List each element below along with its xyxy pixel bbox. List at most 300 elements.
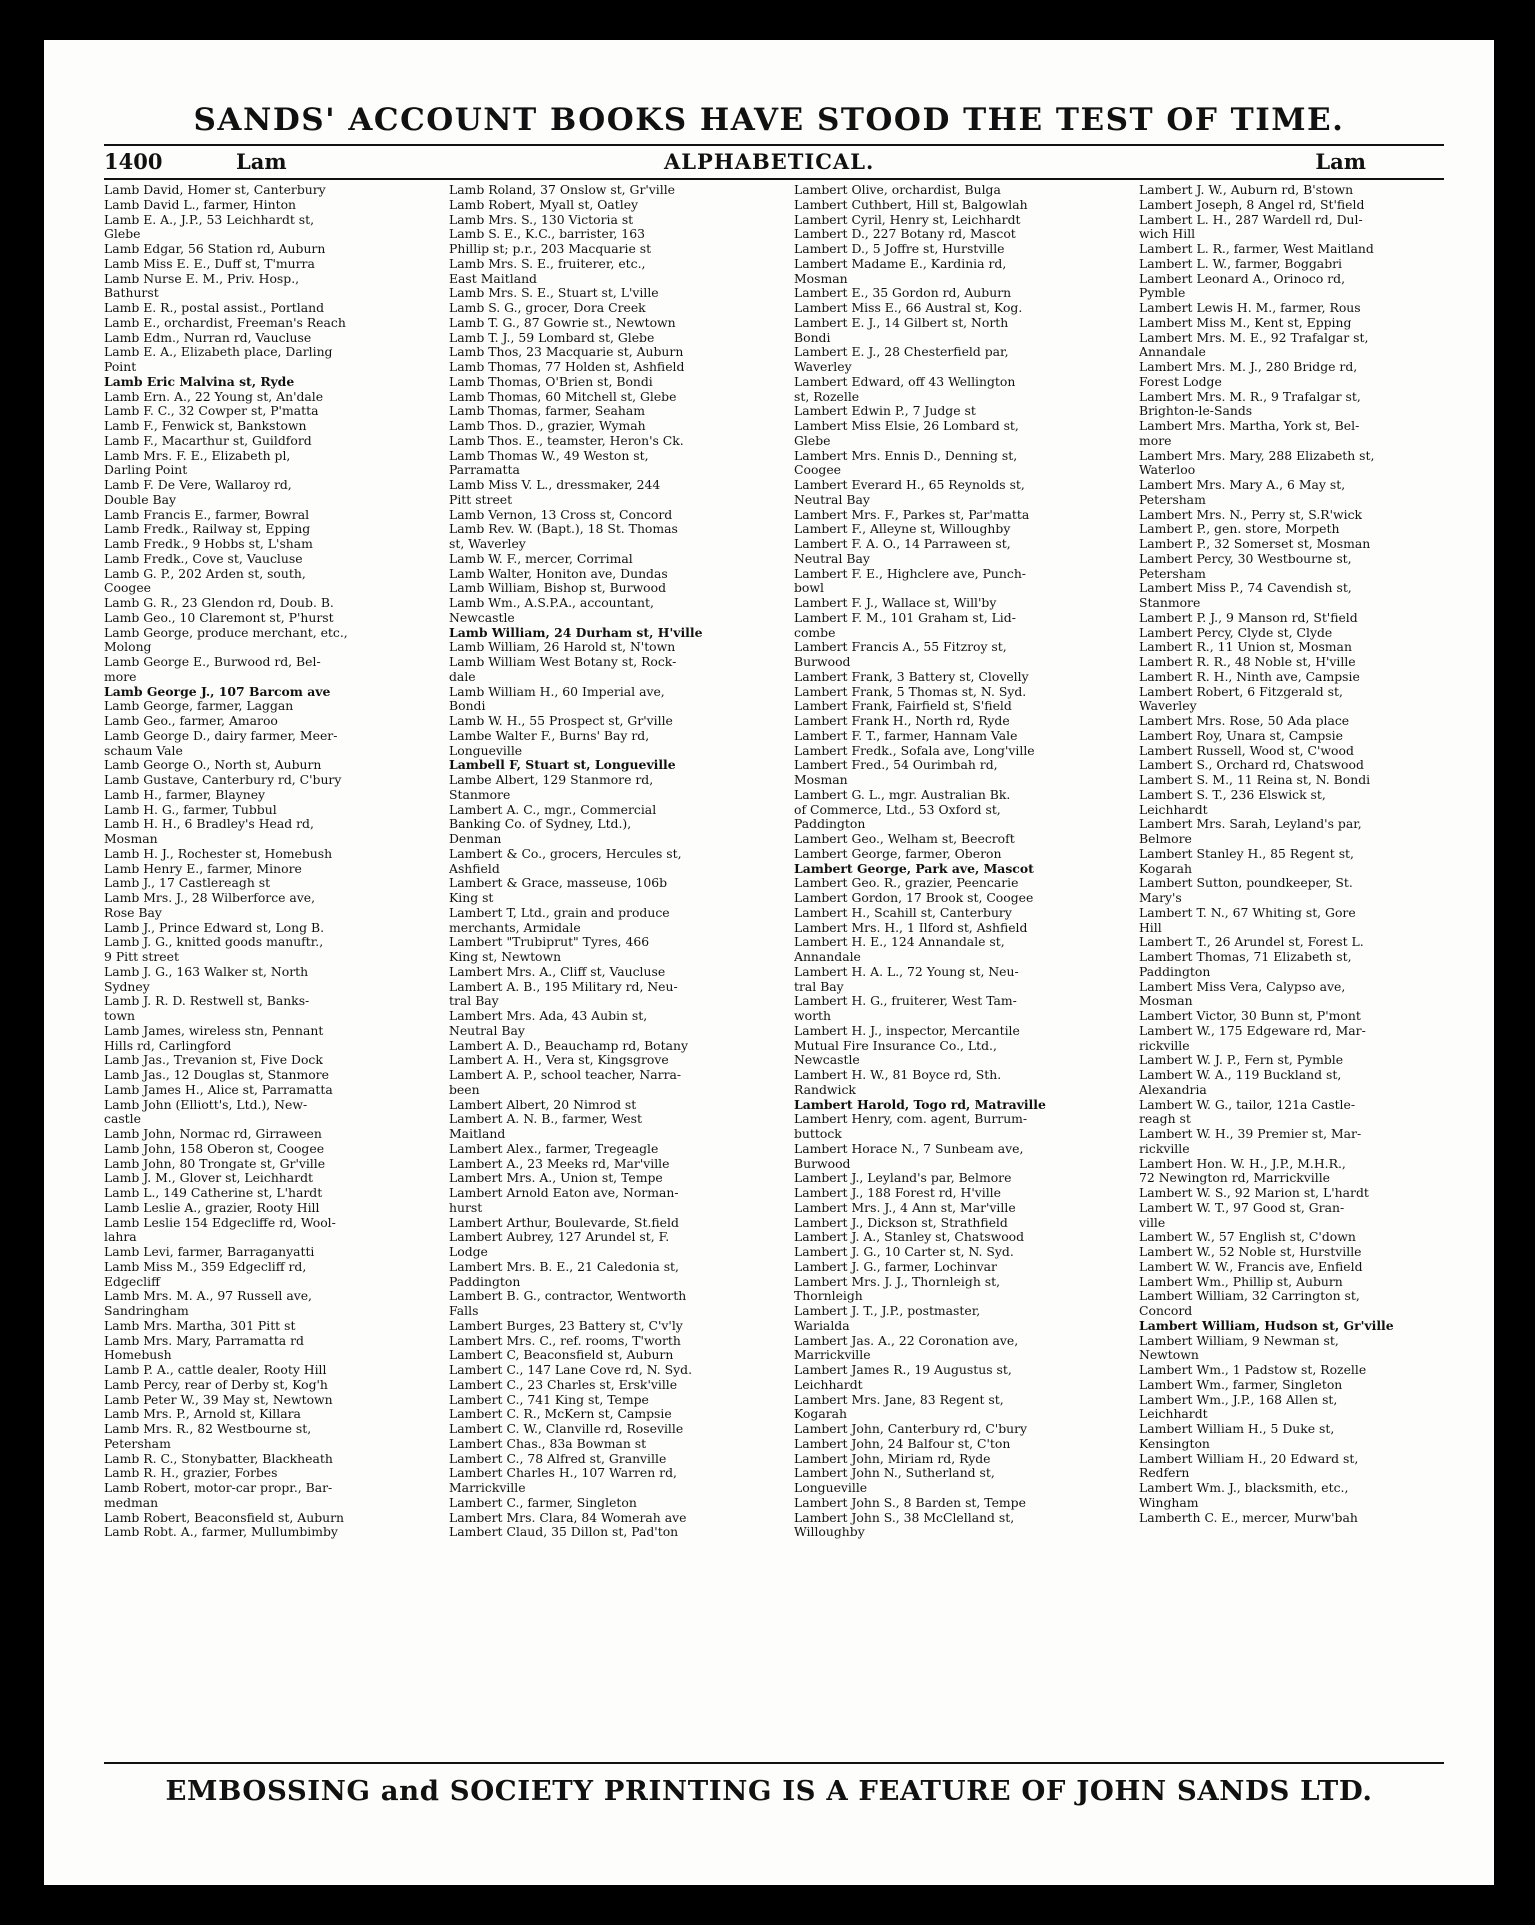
directory-entry: Lamb Levi, farmer, Barraganyatti (104, 1245, 315, 1259)
directory-entry: Lamb James, wireless stn, Pennant (104, 1023, 324, 1038)
directory-entry: Lambert Roy, Unara st, Campsie (1139, 728, 1343, 743)
directory-entry: Lambert J., Dickson st, Strathfield (794, 1215, 1008, 1230)
directory-entry: Coogee (794, 463, 841, 478)
directory-entry: Mosman (1139, 994, 1193, 1009)
directory-entry: Lambert John S., 8 Barden st, Tempe (794, 1495, 1026, 1510)
directory-entry: Leichhardt (794, 1377, 863, 1392)
directory-entry: Lambert J. T., J.P., postmaster, (794, 1304, 981, 1318)
page-number: 1400 (104, 149, 163, 174)
directory-entry: Lambert F. J., Wallace st, Will'by (794, 596, 997, 610)
directory-entry: Lamb Ern. A., 22 Young st, An'dale (104, 389, 324, 404)
directory-entry: Lamb J. G., 163 Walker st, North (104, 964, 309, 979)
directory-entry: Lambert Stanley H., 85 Regent st, (1139, 846, 1354, 861)
directory-entry: Lambert R. H., Ninth ave, Campsie (1139, 669, 1360, 684)
directory-entry: Lamb Geo., farmer, Amaroo (104, 714, 278, 728)
bottom-banner: EMBOSSING and SOCIETY PRINTING IS A FEATURE OF JOHN SANDS LTD. (165, 1775, 1373, 1807)
directory-entry: Lambert W. J. P., Fern st, Pymble (1139, 1053, 1344, 1068)
directory-entry: Lambert R., 11 Union st, Mosman (1139, 640, 1352, 655)
directory-entry: worth (794, 1009, 831, 1023)
directory-column-1 (104, 183, 437, 1761)
directory-entry: Lambert John S., 38 McClelland st, (794, 1510, 1015, 1525)
directory-entry: Lambert Geo., Welham st, Beecroft (794, 832, 1015, 846)
directory-entry: Lamb T. J., 59 Lombard st, Glebe (449, 330, 655, 345)
directory-entry: Lambert Mrs. Rose, 50 Ada place (1139, 714, 1350, 728)
directory-entry: merchants, Armidale (449, 920, 581, 935)
directory-entry: Mosman (794, 271, 848, 286)
directory-entry: Lamb J. G., knitted goods manuftr., (104, 935, 324, 950)
directory-entry: Lambert Geo. R., grazier, Peencarie (794, 876, 1019, 891)
directory-entry: Lamb Mrs. S. E., fruiterer, etc., (449, 256, 646, 271)
directory-entry: Lambert D., 227 Botany rd, Mascot (794, 227, 1016, 242)
directory-entry: Lamb John, 80 Trongate st, Gr'ville (104, 1156, 326, 1171)
directory-entry: Lamb Edm., Nurran rd, Vaucluse (104, 330, 312, 345)
directory-entry: Lamb L., 149 Catherine st, L'hardt (104, 1186, 323, 1200)
directory-entry: Lambert Miss Vera, Calypso ave, (1139, 979, 1346, 994)
directory-entry: Pitt street (449, 492, 513, 507)
directory-entry: Lambert Wm., J.P., 168 Allen st, (1139, 1392, 1338, 1407)
directory-entry: Lambert F., Alleyne st, Willoughby (794, 522, 1011, 537)
directory-entry: Lambert Frank, 5 Thomas st, N. Syd. (794, 684, 1027, 699)
directory-entry: Sydney (104, 979, 150, 994)
directory-entry: Molong (104, 640, 152, 655)
directory-entry: ville (1139, 1215, 1166, 1230)
directory-entry: Lambert T., 26 Arundel st, Forest L. (1139, 935, 1364, 950)
directory-entry: Lambert H., Scahill st, Canterbury (794, 905, 1012, 920)
directory-entry: Lamb George D., dairy farmer, Meer- (104, 728, 338, 743)
left-guide-word: Lam (236, 149, 287, 174)
directory-entry: Lambert Edward, off 43 Wellington (794, 374, 1016, 389)
directory-entry: Lambert T, Ltd., grain and produce (449, 905, 670, 920)
directory-entry: Paddington (1139, 964, 1211, 979)
directory-entry: Maitland (449, 1127, 506, 1141)
directory-entry: Lambert Horace N., 7 Sunbeam ave, (794, 1141, 1024, 1156)
directory-entry: Lambert E., 35 Gordon rd, Auburn (794, 286, 1012, 301)
directory-entry: Warialda (794, 1318, 850, 1333)
directory-entry: Lambert Mrs. Ada, 43 Aubin st, (449, 1009, 648, 1023)
directory-entry: Lambert W. H., 39 Premier st, Mar- (1139, 1127, 1362, 1141)
directory-entry: Lambert T. N., 67 Whiting st, Gore (1139, 905, 1356, 920)
directory-entry: Lamb J. R. D. Restwell st, Banks- (104, 994, 310, 1009)
directory-entry: Lamb J., Prince Edward st, Long B. (104, 920, 325, 935)
directory-entry: Lambert Robert, 6 Fitzgerald st, (1139, 684, 1343, 699)
directory-entry: Lamb F., Fenwick st, Bankstown (104, 419, 307, 433)
directory-entry: Lambert William, Hudson st, Gr'ville (1139, 1318, 1394, 1333)
directory-entry: Lamb John (Elliott's, Ltd.), New- (104, 1097, 308, 1112)
directory-entry: Lamb George, farmer, Laggan (104, 699, 294, 714)
directory-entry: Lamb William West Botany st, Rock- (449, 655, 677, 669)
directory-entry: Lambert S. T., 236 Elswick st, (1139, 787, 1326, 802)
directory-entry: Lamb Nurse E. M., Priv. Hosp., (104, 271, 300, 286)
directory-entry: Lambert Mrs. M. E., 92 Trafalgar st, (1139, 330, 1369, 345)
directory-entry: Lamb Roland, 37 Onslow st, Gr'ville (449, 183, 675, 197)
directory-entry: bowl (794, 581, 824, 596)
directory-entry: Lambert Mrs. F., Parkes st, Par'matta (794, 507, 1030, 522)
directory-entry: Kensington (1139, 1436, 1210, 1451)
directory-entry: Lamb P. A., cattle dealer, Rooty Hill (104, 1363, 327, 1377)
directory-entry: Lambert Albert, 20 Nimrod st (449, 1097, 637, 1112)
directory-entry: Lambert W. G., tailor, 121a Castle- (1139, 1097, 1356, 1112)
directory-entry: Lambert John N., Sutherland st, (794, 1466, 995, 1481)
directory-entry: Lamb Wm., A.S.P.A., accountant, (449, 596, 654, 610)
directory-entry: lahra (104, 1230, 137, 1245)
directory-entry: Lamb F. De Vere, Wallaroy rd, (104, 478, 292, 492)
directory-entry: Lambert Alex., farmer, Tregeagle (449, 1141, 659, 1156)
directory-entry: Lamb Jas., Trevanion st, Five Dock (104, 1053, 323, 1068)
directory-entry: Lambert William, 9 Newman st, (1139, 1333, 1339, 1348)
directory-entry: Lamb Mrs. Mary, Parramatta rd (104, 1333, 304, 1348)
directory-entry: st, Waverley (449, 537, 526, 551)
directory-entry: Lamb Miss V. L., dressmaker, 244 (449, 478, 661, 492)
directory-entry: Lamb Vernon, 13 Cross st, Concord (449, 507, 673, 522)
directory-entry: Parramatta (449, 463, 520, 478)
directory-entry: Lambert A. H., Vera st, Kingsgrove (449, 1053, 669, 1068)
directory-entry: Lambert J., 188 Forest rd, H'ville (794, 1186, 1001, 1200)
directory-entry: Neutral Bay (449, 1023, 525, 1038)
directory-entry: Lambert George, Park ave, Mascot (794, 861, 1034, 876)
directory-entry: Lambert John, 24 Balfour st, C'ton (794, 1436, 1011, 1451)
directory-entry: Burwood (794, 655, 851, 669)
directory-entry: Lamb William H., 60 Imperial ave, (449, 684, 665, 699)
directory-entry: Lambert Henry, com. agent, Burrum- (794, 1112, 1028, 1127)
directory-entry: Lamb S. G., grocer, Dora Creek (449, 301, 646, 315)
directory-entry: tral Bay (794, 979, 844, 994)
directory-entry: Lambert Mrs. Jane, 83 Regent st, (794, 1392, 1004, 1407)
bottom-rule (104, 1762, 1444, 1764)
directory-entry: Lamb E. A., Elizabeth place, Darling (104, 345, 333, 360)
directory-entry: rickville (1139, 1141, 1190, 1156)
directory-entry: Ashfield (449, 861, 500, 876)
directory-entry: been (449, 1082, 480, 1097)
directory-entry: Lamb F. C., 32 Cowper st, P'matta (104, 404, 319, 419)
directory-entry: Lamb Gustave, Canterbury rd, C'bury (104, 773, 342, 787)
directory-entry: Lambert D., 5 Joffre st, Hurstville (794, 242, 1005, 256)
directory-entry: rickville (1139, 1038, 1190, 1053)
directory-entry: Banking Co. of Sydney, Ltd.), (449, 817, 632, 832)
directory-entry: Lambert "Trubiprut" Tyres, 466 (449, 935, 650, 950)
directory-entry: Lamb Robert, Beaconsfield st, Auburn (104, 1510, 345, 1525)
directory-entry: Lambert Mrs. H., 1 Ilford st, Ashfield (794, 920, 1028, 935)
directory-entry: Lamb Thomas, O'Brien st, Bondi (449, 374, 653, 389)
directory-entry: Lambert P., 32 Somerset st, Mosman (1139, 537, 1371, 551)
directory-entry: Lambert Cyril, Henry st, Leichhardt (794, 212, 1021, 227)
directory-entry: Lambert J. A., Stanley st, Chatswood (794, 1230, 1025, 1245)
directory-entry: Lamb E., orchardist, Freeman's Reach (104, 315, 346, 330)
directory-entry: Lamb Mrs. F. E., Elizabeth pl, (104, 448, 291, 463)
directory-entry: Lambert S. M., 11 Reina st, N. Bondi (1139, 773, 1371, 787)
directory-entry: Lambert Claud, 35 Dillon st, Pad'ton (449, 1525, 679, 1540)
directory-entry: Lambert Miss E., 66 Austral st, Kog. (794, 301, 1023, 315)
directory-page (44, 40, 1494, 1885)
directory-entry: Lamb Mrs. P., Arnold st, Killara (104, 1407, 301, 1422)
directory-entry: dale (449, 669, 476, 684)
directory-entry: Lambert J. G., farmer, Lochinvar (794, 1259, 997, 1274)
directory-entry: Lambert A. B., 195 Military rd, Neu- (449, 979, 678, 994)
directory-entry: Coogee (104, 581, 151, 596)
directory-entry: Brighton-le-Sands (1139, 404, 1253, 419)
directory-entry: Lambert W. A., 119 Buckland st, (1139, 1068, 1342, 1082)
directory-entry: Redfern (1139, 1466, 1190, 1481)
directory-entry: Lambert J. W., Auburn rd, B'stown (1139, 183, 1354, 197)
directory-entry: Lamb George, produce merchant, etc., (104, 625, 348, 640)
directory-entry: Lamb Robt. A., farmer, Mullumbimby (104, 1525, 338, 1540)
directory-entry: Lambert Fred., 54 Ourimbah rd, (794, 758, 998, 773)
directory-entry: Lambert Joseph, 8 Angel rd, St'field (1139, 197, 1365, 212)
directory-entry: Lambert John, Canterbury rd, C'bury (794, 1422, 1028, 1436)
directory-entry: Concord (1139, 1304, 1193, 1318)
directory-entry: Lambert J. G., 10 Carter st, N. Syd. (794, 1245, 1014, 1259)
directory-entry: Lambert W., 52 Noble st, Hurstville (1139, 1245, 1362, 1259)
directory-entry: Lambert C., farmer, Singleton (449, 1495, 637, 1510)
directory-entry: Lambert Gordon, 17 Brook st, Coogee (794, 891, 1034, 905)
directory-entry: st, Rozelle (794, 389, 860, 404)
directory-entry: Leichhardt (1139, 802, 1208, 817)
directory-entry: Newcastle (794, 1053, 860, 1068)
directory-entry: Lambert Mrs. Mary, 288 Elizabeth st, (1139, 448, 1375, 463)
directory-entry: tral Bay (449, 994, 499, 1009)
directory-entry: medman (104, 1495, 159, 1510)
section-title: ALPHABETICAL. (664, 149, 875, 174)
directory-entry: Lambert Thomas, 71 Elizabeth st, (1139, 950, 1352, 964)
directory-entry: Lamb David L., farmer, Hinton (104, 197, 297, 212)
directory-entry: Lamb G. P., 202 Arden st, south, (104, 566, 306, 581)
directory-entry: Lamb George J., 107 Barcom ave (104, 684, 331, 699)
directory-entry: Lambert E. J., 14 Gilbert st, North (794, 315, 1009, 330)
directory-entry: Lambert Frank, Fairfield st, S'field (794, 699, 1012, 714)
directory-entry: Bathurst (104, 286, 159, 301)
directory-entry: Lambert Victor, 30 Bunn st, P'mont (1139, 1009, 1361, 1023)
directory-entry: Lambert Burges, 23 Battery st, C'v'ly (449, 1318, 683, 1333)
directory-entry: Lambert Wm., 1 Padstow st, Rozelle (1139, 1363, 1367, 1377)
directory-entry: Lambert Hon. W. H., J.P., M.H.R., (1139, 1156, 1346, 1171)
directory-entry: Petersham (1139, 492, 1206, 507)
directory-entry: Lambert W. S., 92 Marion st, L'hardt (1139, 1186, 1369, 1200)
directory-entry: Lambert A., 23 Meeks rd, Mar'ville (449, 1156, 670, 1171)
directory-entry: Lamb J. M., Glover st, Leichhardt (104, 1171, 313, 1186)
directory-entry: Lambert Cuthbert, Hill st, Balgowlah (794, 197, 1028, 212)
directory-entry: Petersham (1139, 566, 1206, 581)
directory-entry: Lamb James H., Alice st, Parramatta (104, 1082, 333, 1097)
directory-entry: Lambert Mrs. Ennis D., Denning st, (794, 448, 1018, 463)
header-rule (104, 178, 1444, 180)
directory-entry: Lambert L. W., farmer, Boggabri (1139, 256, 1343, 271)
directory-entry: Lamb George E., Burwood rd, Bel- (104, 655, 321, 669)
directory-entry: Lamb H. G., farmer, Tubbul (104, 802, 277, 817)
directory-entry: Lamb Mrs. Martha, 301 Pitt st (104, 1318, 296, 1333)
directory-entry: Lambert C. R., McKern st, Campsie (449, 1407, 672, 1422)
directory-entry: town (104, 1009, 136, 1023)
directory-entry: Lamb Leslie A., grazier, Rooty Hill (104, 1200, 320, 1215)
directory-entry: wich Hill (1139, 227, 1196, 242)
directory-entry: Waterloo (1139, 463, 1196, 478)
directory-entry: Falls (449, 1304, 479, 1318)
directory-entry: Lambert Chas., 83a Bowman st (449, 1436, 647, 1451)
directory-entry: Lambert S., Orchard rd, Chatswood (1139, 758, 1364, 773)
directory-entry: of Commerce, Ltd., 53 Oxford st, (794, 802, 1001, 817)
directory-entry: Lambert Mrs. M. R., 9 Trafalgar st, (1139, 389, 1361, 404)
directory-entry: Longueville (794, 1481, 868, 1495)
directory-entry: Lambert George, farmer, Oberon (794, 846, 1002, 861)
directory-entry: Kogarah (794, 1407, 847, 1422)
directory-entry: Lambert H. E., 124 Annandale st, (794, 935, 1005, 950)
directory-entry: Lambert Harold, Togo rd, Matraville (794, 1097, 1046, 1112)
directory-entry: Lambert A. D., Beauchamp rd, Botany (449, 1038, 688, 1053)
directory-entry: Lambert Charles H., 107 Warren rd, (449, 1466, 677, 1481)
top-rule (104, 144, 1444, 146)
directory-entry: Lamb R. H., grazier, Forbes (104, 1466, 278, 1481)
directory-entry: Lambert Miss M., Kent st, Epping (1139, 315, 1352, 330)
directory-entry: Lambert J., Leyland's par, Belmore (794, 1171, 1012, 1186)
directory-entry: Lamb W. F., mercer, Corrimal (449, 551, 633, 566)
directory-entry: Lambert Edwin P., 7 Judge st (794, 404, 976, 419)
directory-entry: Lamb G. R., 23 Glendon rd, Doub. B. (104, 596, 334, 610)
directory-entry: Mutual Fire Insurance Co., Ltd., (794, 1038, 997, 1053)
directory-entry: Lambert Miss Elsie, 26 Lombard st, (794, 419, 1019, 433)
directory-entry: Double Bay (104, 492, 177, 507)
directory-entry: Lambert Mrs. N., Perry st, S.R'wick (1139, 507, 1363, 522)
directory-entry: Lamb W. H., 55 Prospect st, Gr'ville (449, 714, 673, 728)
directory-entry: Lambert W., 175 Edgeware rd, Mar- (1139, 1023, 1366, 1038)
directory-entry: reagh st (1139, 1112, 1191, 1127)
directory-entry: Lambert Fredk., Sofala ave, Long'ville (794, 743, 1035, 758)
directory-entry: Lamb Leslie 154 Edgecliffe rd, Wool- (104, 1215, 336, 1230)
directory-entry: Lambert Wm., farmer, Singleton (1139, 1377, 1343, 1392)
directory-entry: Lambert E. J., 28 Chesterfield par, (794, 345, 1009, 360)
directory-entry: Lamb Miss E. E., Duff st, T'murra (104, 256, 315, 271)
directory-entry: Lamb Thomas, farmer, Seaham (449, 404, 646, 419)
directory-entry: Forest Lodge (1139, 374, 1222, 389)
directory-entry: Lambert A. N. B., farmer, West (449, 1112, 642, 1127)
directory-entry: Newcastle (449, 610, 515, 625)
directory-entry: Neutral Bay (794, 492, 870, 507)
directory-entry: Lamb T. G., 87 Gowrie st., Newtown (449, 315, 676, 330)
directory-entry: Lambert C, Beaconsfield st, Auburn (449, 1348, 674, 1363)
directory-entry: Lambert Jas. A., 22 Coronation ave, (794, 1333, 1019, 1348)
directory-entry: Lamb H. J., Rochester st, Homebush (104, 846, 333, 861)
directory-entry: Lambert W. T., 97 Good st, Gran- (1139, 1200, 1345, 1215)
directory-entry: 9 Pitt street (104, 950, 179, 964)
directory-entry: Lambert Miss P., 74 Cavendish st, (1139, 581, 1352, 596)
directory-entry: Lambert A. P., school teacher, Narra- (449, 1068, 682, 1082)
directory-entry: Lambert Everard H., 65 Reynolds st, (794, 478, 1025, 492)
directory-entry: Sandringham (104, 1304, 189, 1318)
directory-entry: Lambert Percy, Clyde st, Clyde (1139, 625, 1333, 640)
page-header (104, 149, 1444, 177)
directory-entry: Point (104, 360, 137, 374)
directory-entry: more (1139, 433, 1172, 448)
directory-entry: Denman (449, 832, 502, 846)
directory-entry: Newtown (1139, 1348, 1199, 1363)
directory-entry: Kogarah (1139, 861, 1192, 876)
directory-entry: Lamb Fredk., 9 Hobbs st, L'sham (104, 537, 313, 551)
directory-column-3 (794, 183, 1127, 1761)
directory-entry: 72 Newington rd, Marrickville (1139, 1171, 1331, 1186)
directory-entry: Lambert Mrs. M. J., 280 Bridge rd, (1139, 360, 1358, 374)
directory-entry: Lambert Sutton, poundkeeper, St. (1139, 876, 1353, 891)
directory-entry: Lambert Mrs. B. E., 21 Caledonia st, (449, 1259, 679, 1274)
directory-entry: Lambert William, 32 Carrington st, (1139, 1289, 1360, 1304)
directory-entry: Lambert Francis A., 55 Fitzroy st, (794, 640, 1007, 655)
directory-entry: Lamb R. C., Stonybatter, Blackheath (104, 1451, 333, 1466)
directory-entry: Lambe Albert, 129 Stanmore rd, (449, 773, 654, 787)
directory-entry: Lamb H., farmer, Blayney (104, 787, 266, 802)
directory-columns (104, 183, 1504, 1761)
directory-entry: Lamb Thos. E., teamster, Heron's Ck. (449, 433, 684, 448)
directory-entry: Marrickville (794, 1348, 871, 1363)
directory-entry: Paddington (449, 1274, 521, 1289)
directory-entry: Lambert Mrs. J., 4 Ann st, Mar'ville (794, 1200, 1016, 1215)
directory-column-4 (1139, 183, 1472, 1761)
directory-entry: Lambert H. G., fruiterer, West Tam- (794, 994, 1017, 1009)
directory-entry: Lambert B. G., contractor, Wentworth (449, 1289, 687, 1304)
directory-entry: Lamb Walter, Honiton ave, Dundas (449, 566, 668, 581)
directory-entry: Lamb Rev. W. (Bapt.), 18 St. Thomas (449, 522, 678, 537)
directory-entry: Wingham (1139, 1495, 1199, 1510)
directory-entry: Darling Point (104, 463, 188, 478)
directory-entry: Lambert Arnold Eaton ave, Norman- (449, 1186, 679, 1200)
directory-entry: more (104, 669, 137, 684)
directory-entry: Waverley (794, 360, 852, 374)
directory-entry: Lamb Thomas, 77 Holden st, Ashfield (449, 360, 685, 374)
directory-entry: Lamb J., 17 Castlereagh st (104, 876, 271, 891)
directory-entry: Lambe Walter F., Burns' Bay rd, (449, 728, 650, 743)
directory-entry: Lamb Thomas W., 49 Weston st, (449, 448, 649, 463)
directory-entry: Mosman (794, 773, 848, 787)
directory-entry: Lamb S. E., K.C., barrister, 163 (449, 227, 645, 242)
directory-entry: Alexandria (1139, 1082, 1207, 1097)
directory-entry: schaum Vale (104, 743, 183, 758)
directory-entry: Lambert H. J., inspector, Mercantile (794, 1023, 1020, 1038)
directory-entry: Lamb F., Macarthur st, Guildford (104, 433, 312, 448)
directory-entry: Lambert P., gen. store, Morpeth (1139, 522, 1340, 537)
directory-entry: Lamb William, Bishop st, Burwood (449, 581, 667, 596)
directory-entry: Lambert C., 147 Lane Cove rd, N. Syd. (449, 1363, 693, 1377)
directory-entry: Lambert Mrs. A., Union st, Tempe (449, 1171, 663, 1186)
directory-entry: Rose Bay (104, 905, 162, 920)
directory-entry: castle (104, 1112, 141, 1127)
directory-entry: Lambert Arthur, Boulevarde, St.field (449, 1215, 679, 1230)
directory-entry: Lamb Jas., 12 Douglas st, Stanmore (104, 1068, 329, 1082)
directory-entry: Lamb John, Normac rd, Girraween (104, 1127, 322, 1141)
directory-entry: Glebe (794, 433, 831, 448)
directory-entry: Stanmore (1139, 596, 1201, 610)
directory-entry: Lamb Mrs. S. E., Stuart st, L'ville (449, 286, 659, 301)
directory-entry: Lamb Fredk., Railway st, Epping (104, 522, 311, 537)
directory-entry: Thornleigh (794, 1289, 863, 1304)
directory-entry: Lamb Geo., 10 Claremont st, P'hurst (104, 610, 334, 625)
directory-entry: Lambert Frank H., North rd, Ryde (794, 714, 1010, 728)
directory-entry: Lamb George O., North st, Auburn (104, 758, 322, 773)
directory-entry: Lamb Henry E., farmer, Minore (104, 861, 302, 876)
directory-entry: Paddington (794, 817, 866, 832)
directory-column-2 (449, 183, 782, 1761)
directory-entry: Stanmore (449, 787, 511, 802)
directory-entry: Lambert Wm., Phillip st, Auburn (1139, 1274, 1343, 1289)
directory-entry: Lamberth C. E., mercer, Murw'bah (1139, 1510, 1358, 1525)
directory-entry: Lambert Mrs. Mary A., 6 May st, (1139, 478, 1346, 492)
directory-entry: Lamb Robert, Myall st, Oatley (449, 197, 639, 212)
directory-entry: Lamb Miss M., 359 Edgecliff rd, (104, 1259, 307, 1274)
directory-entry: Lambert Mrs. Clara, 84 Womerah ave (449, 1510, 687, 1525)
directory-entry: Lamb David, Homer st, Canterbury (104, 183, 326, 197)
directory-entry: Lamb Mrs. J., 28 Wilberforce ave, (104, 891, 316, 905)
directory-entry: Lambert F. E., Highclere ave, Punch- (794, 566, 1026, 581)
directory-entry: Lambert C., 741 King st, Tempe (449, 1392, 649, 1407)
directory-entry: Lambert R. R., 48 Noble st, H'ville (1139, 655, 1356, 669)
directory-entry: Bondi (449, 699, 486, 714)
directory-entry: buttock (794, 1127, 842, 1141)
directory-entry: Lambert Mrs. J. J., Thornleigh st, (794, 1274, 1001, 1289)
directory-entry: Lambert G. L., mgr. Australian Bk. (794, 787, 1011, 802)
